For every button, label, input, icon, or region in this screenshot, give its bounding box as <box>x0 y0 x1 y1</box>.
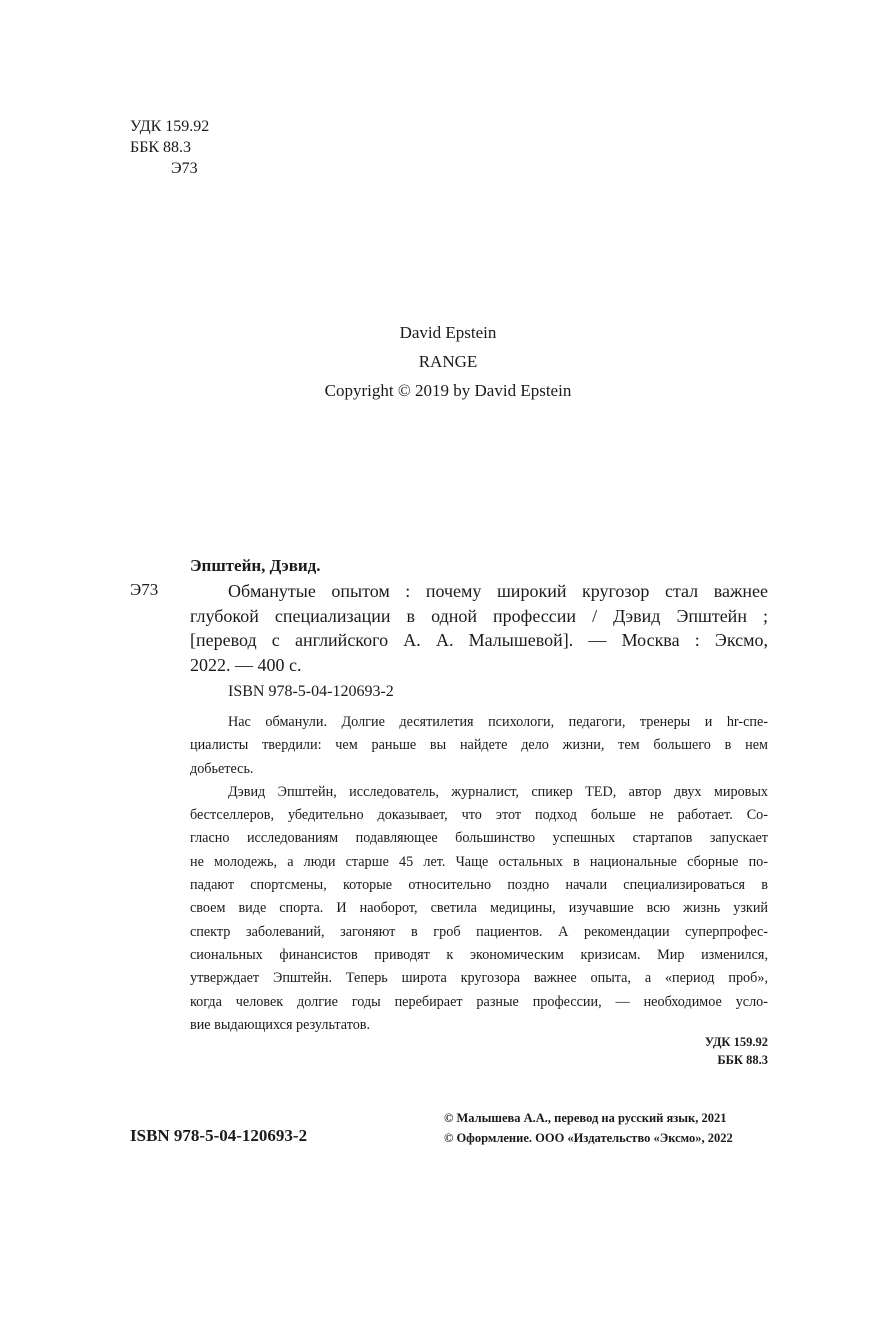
udk-block <box>130 116 209 179</box>
annotation-line: падают спортсмены, которые относительно поздно начали специализироваться в <box>190 877 768 894</box>
annotation-line: сиональных финансистов приводят к экономическим кризисам. Мир изменился, <box>190 946 768 963</box>
bbk-code: ББК 88.3 <box>130 139 192 156</box>
author-mark: Э73 <box>171 160 198 177</box>
annotation-line: утверждает Эпштейн. Теперь широта кругозора важнее опыта, а «период проб», <box>190 970 768 987</box>
annotation-line: циалисты твердили: чем раньше вы найдете дело жизни, тем большего в нем <box>190 737 768 754</box>
udk-code: УДК 159.92 <box>704 1035 768 1049</box>
footer-isbn: ISBN 978-5-04-120693-2 <box>130 1126 308 1145</box>
annotation-line: бестселлеров, убедительно доказывает, что этот подход больше не работает. Со- <box>190 807 768 824</box>
classification-codes <box>705 1033 768 1069</box>
design-copyright: © Оформление. ООО «Издательство «Эксмо», 2022 <box>444 1131 733 1145</box>
annotation-line: не молодежь, а люди старше 45 лет. Чаще остальных в национальные сборные по- <box>190 853 768 870</box>
annotation-line: Нас обманули. Долгие десятилетия психологи, педагоги, тренеры и hr-спе- <box>228 714 768 730</box>
annotation-line: когда человек долгие годы перебирает разные профессии, — необходимое усло- <box>190 993 768 1010</box>
annotation-line: спектр заболеваний, загоняют в гроб пациентов. А рекомендации суперпрофес- <box>190 923 768 940</box>
annotation-line: вие выдающихся результатов. <box>190 1016 371 1033</box>
bib-line: Обманутые опытом : почему широкий кругозор стал важнее <box>228 581 768 601</box>
bib-line: 2022. — 400 с. <box>190 654 302 675</box>
original-edition-info <box>0 318 869 405</box>
annotation-line: Дэвид Эпштейн, исследователь, журналист, спикер TED, автор двух мировых <box>228 783 768 800</box>
translation-copyright: © Малышева А.А., перевод на русский язык, 2021 <box>444 1111 727 1125</box>
annotation-line: своем виде спорта. И наоборот, светила медицины, изучавшие всю жизнь узкий <box>190 900 768 917</box>
annotation-line: добьетесь. <box>190 760 254 777</box>
annotation-line: гласно исследованиям подавляющее большинство успешных стартапов запускает <box>190 830 768 847</box>
isbn: ISBN 978-5-04-120693-2 <box>228 683 394 700</box>
bbk-code: ББК 88.3 <box>717 1053 768 1067</box>
bib-line: глубокой специализации в одной профессии / Дэвид Эпштейн ; <box>190 605 768 626</box>
copyright-notices <box>444 1108 733 1148</box>
udk-code: УДК 159.92 <box>130 118 210 135</box>
bibliographic-description <box>190 579 768 677</box>
annotation <box>190 711 768 1037</box>
original-copyright: Copyright © 2019 by David Epstein <box>324 381 572 400</box>
bib-line: [перевод с английского А. А. Малышевой]. — Москва : Эксмо, <box>190 630 768 650</box>
original-author: David Epstein <box>399 323 497 342</box>
original-title: RANGE <box>418 352 478 371</box>
author-code: Э73 <box>130 580 159 599</box>
author-heading: Эпштейн, Дэвид. <box>190 556 321 575</box>
